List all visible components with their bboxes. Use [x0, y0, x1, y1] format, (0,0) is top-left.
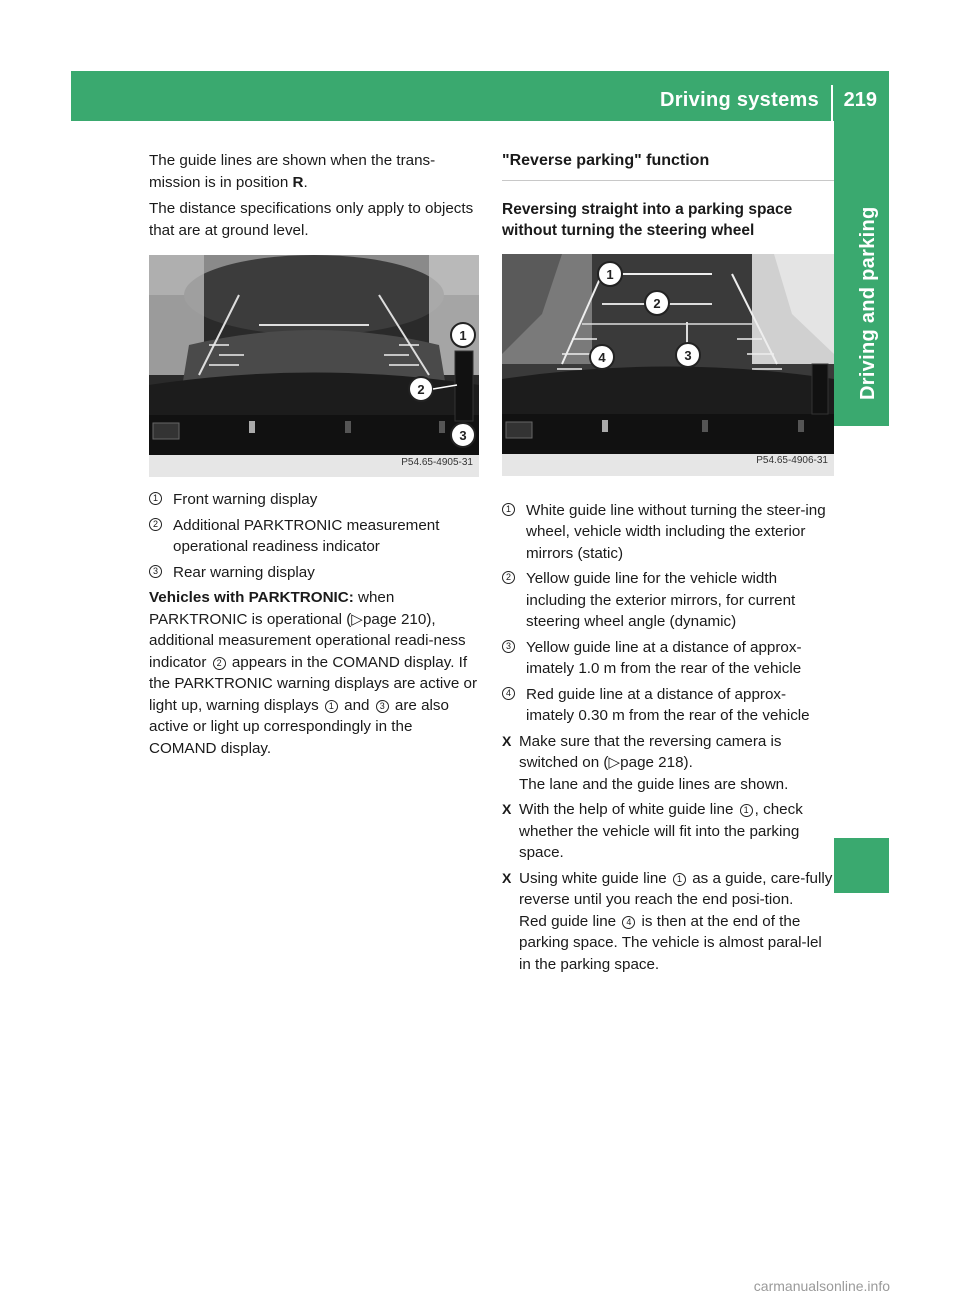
callout-4: 4	[598, 349, 606, 365]
callout-2: 2	[653, 295, 661, 311]
parktronic-paragraph: Vehicles with PARKTRONIC: when PARKTRONIC is operational (▷page 210), additional measurement operational readi-ness indicator 2 appears in the COMAND display. If the PARKTRONIC warning displays are active or light up, warning displays 1 and 3 are also active or light up correspondingly in the COMAND display.	[149, 589, 478, 757]
left-column	[149, 150, 479, 764]
step-marker-icon: X	[502, 732, 512, 749]
callout-3: 3	[684, 347, 692, 363]
header-title: Driving systems	[659, 89, 819, 111]
sub-heading: Reversing straight into a parking space without turning the steering wheel	[502, 200, 793, 239]
legend-number: 1	[149, 492, 162, 505]
page-reference-link[interactable]: page 210	[362, 610, 427, 628]
instruction-step: X With the help of white guide line 1 , check whether the vehicle will fit into the parking space.	[502, 799, 834, 864]
legend-number: 2	[149, 518, 162, 531]
instruction-step: X Using white guide line 1 as a guide, care-fully reverse until you reach the end posi-tion. Red guide line 4 is then at the end of the parking space. The vehicle is almost paral-lel in the parking space.	[502, 868, 834, 976]
callout-1: 1	[606, 266, 614, 282]
step-result: The lane and the guide lines are shown.	[519, 775, 789, 793]
reverse-camera-illustration	[502, 254, 834, 476]
side-tab-label: Driving and parking	[857, 206, 879, 400]
callout-1: 1	[459, 328, 467, 343]
legend-number: 3	[502, 640, 515, 653]
page-ref-arrow-icon: ▷	[351, 610, 363, 628]
legend-item	[502, 637, 834, 680]
intro-paragraph-1: The guide lines are shown when the trans-mission is in position R.	[149, 152, 436, 191]
step-marker-icon: X	[502, 801, 512, 817]
legend-text: White guide line without turning the steer-ing wheel, vehicle width including the exterior mirrors (static)	[526, 501, 826, 562]
figure-code: P54.65-4905-31	[401, 456, 473, 468]
footer-watermark: carmanualsonline.info	[753, 1278, 890, 1294]
legend-text: Yellow guide line at a distance of approx-imately 1.0 m from the rear of the vehicle	[526, 638, 802, 677]
legend-number: 2	[502, 571, 515, 584]
legend-item	[149, 489, 479, 511]
right-column	[502, 150, 834, 979]
header-bar	[71, 71, 889, 121]
page-ref-arrow-icon: ▷	[608, 754, 621, 771]
legend-item	[149, 515, 479, 558]
legend-item	[149, 562, 479, 584]
legend-number: 1	[502, 503, 515, 516]
legend-text: Red guide line at a distance of approx-imately 0.30 m from the rear of the vehicle	[526, 685, 810, 724]
header-separator	[831, 85, 833, 121]
callout-3: 3	[459, 428, 467, 443]
side-tab-marker	[834, 838, 889, 893]
legend-text: Rear warning display	[173, 563, 315, 581]
figure-code: P54.65-4906-31	[756, 455, 828, 466]
legend-text: Additional PARKTRONIC measurement operational readiness indicator	[173, 516, 440, 555]
page-number: 219	[843, 89, 877, 111]
legend-item	[502, 684, 834, 727]
legend-text: Front warning display	[173, 491, 318, 508]
intro-paragraph-2: The distance specifications only apply to objects that are at ground level.	[149, 200, 474, 239]
legend-number: 4	[502, 687, 515, 700]
legend-item	[502, 500, 834, 565]
callout-2: 2	[417, 382, 425, 397]
legend-text: Yellow guide line for the vehicle width including the exterior mirrors, for current steering wheel angle (dynamic)	[526, 570, 796, 630]
camera-view-illustration	[149, 255, 479, 477]
instruction-step: X Make sure that the reversing camera is switched on (▷page 218). The lane and the guide lines are shown.	[502, 731, 834, 796]
parktronic-camera-figure	[149, 255, 479, 477]
reverse-parking-figure	[502, 254, 834, 476]
page-reference-link[interactable]: page 218	[620, 754, 684, 771]
step-marker-icon: X	[502, 869, 512, 886]
section-heading: "Reverse parking" function	[502, 150, 834, 181]
legend-item	[502, 568, 834, 633]
legend-number: 3	[149, 565, 162, 578]
